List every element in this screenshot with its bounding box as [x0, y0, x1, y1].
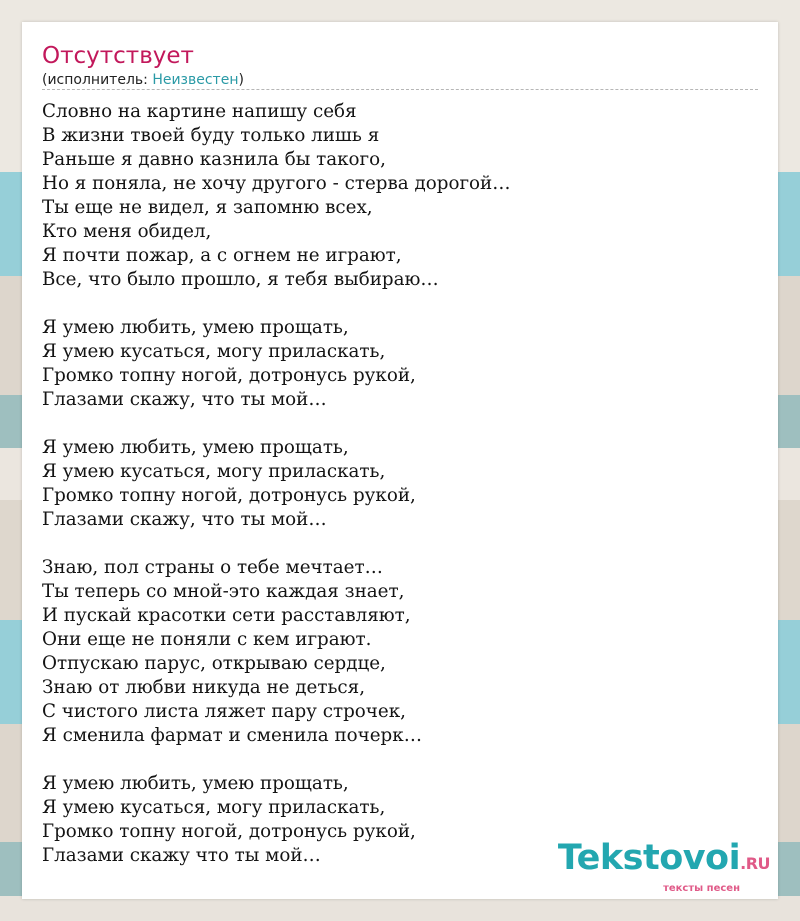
- lyric-line: Я умею любить, умею прощать,: [42, 773, 349, 794]
- lyric-line: Знаю от любви никуда не деться,: [42, 677, 366, 698]
- lyric-line: Я умею кусаться, могу приласкать,: [42, 461, 386, 482]
- lyric-line: Я умею любить, умею прощать,: [42, 437, 349, 458]
- lyric-line: В жизни твоей буду только лишь я: [42, 125, 380, 146]
- lyric-line: Громко топну ногой, дотронусь рукой,: [42, 365, 416, 386]
- artist-link[interactable]: Неизвестен: [152, 72, 239, 88]
- lyric-line: Я умею кусаться, могу приласкать,: [42, 797, 386, 818]
- artist-prefix: (исполнитель:: [42, 72, 153, 88]
- dashed-divider: [42, 89, 758, 90]
- lyric-line: Громко топну ногой, дотронусь рукой,: [42, 821, 416, 842]
- song-title: Отсутствует: [42, 43, 194, 69]
- logo-tld: .RU: [740, 854, 770, 873]
- lyrics-card: [22, 22, 778, 899]
- lyric-line: Все, что было прошло, я тебя выбираю…: [42, 269, 439, 290]
- lyric-line: Я умею любить, умею прощать,: [42, 317, 349, 338]
- lyric-line: Ты теперь со мной-это каждая знает,: [42, 581, 405, 602]
- artist-line: [42, 71, 244, 89]
- lyric-line: Я сменила фармат и сменила почерк…: [42, 725, 422, 746]
- lyrics-text: [42, 100, 742, 868]
- lyric-line: И пускай красотки сети расставляют,: [42, 605, 411, 626]
- stanza-break: [42, 532, 742, 556]
- site-logo[interactable]: [558, 839, 770, 895]
- stanza-break: [42, 748, 742, 772]
- lyric-line: Знаю, пол страны о тебе мечтает…: [42, 557, 383, 578]
- lyric-line: Они еще не поняли с кем играют.: [42, 629, 372, 650]
- logo-tagline: тексты песен: [663, 883, 740, 894]
- stanza-break: [42, 412, 742, 436]
- lyric-line: Я почти пожар, а с огнем не играют,: [42, 245, 402, 266]
- lyric-line: С чистого листа ляжет пару строчек,: [42, 701, 406, 722]
- lyric-line: Громко топну ногой, дотронусь рукой,: [42, 485, 416, 506]
- lyric-line: Отпускаю парус, открываю сердце,: [42, 653, 386, 674]
- lyric-line: Но я поняла, не хочу другого - стерва дорогой…: [42, 173, 511, 194]
- lyric-line: Я умею кусаться, могу приласкать,: [42, 341, 386, 362]
- lyric-line: Глазами скажу, что ты мой…: [42, 389, 327, 410]
- lyric-line: Ты еще не видел, я запомню всех,: [42, 197, 373, 218]
- lyric-line: Глазами скажу, что ты мой…: [42, 509, 327, 530]
- lyric-line: Раньше я давно казнила бы такого,: [42, 149, 386, 170]
- logo-name: Tekstovoi: [557, 838, 741, 878]
- stanza-break: [42, 292, 742, 316]
- artist-suffix: ): [238, 72, 244, 88]
- lyric-line: Кто меня обидел,: [42, 221, 212, 242]
- lyric-line: Словно на картине напишу себя: [42, 101, 357, 122]
- lyric-line: Глазами скажу что ты мой…: [42, 845, 321, 866]
